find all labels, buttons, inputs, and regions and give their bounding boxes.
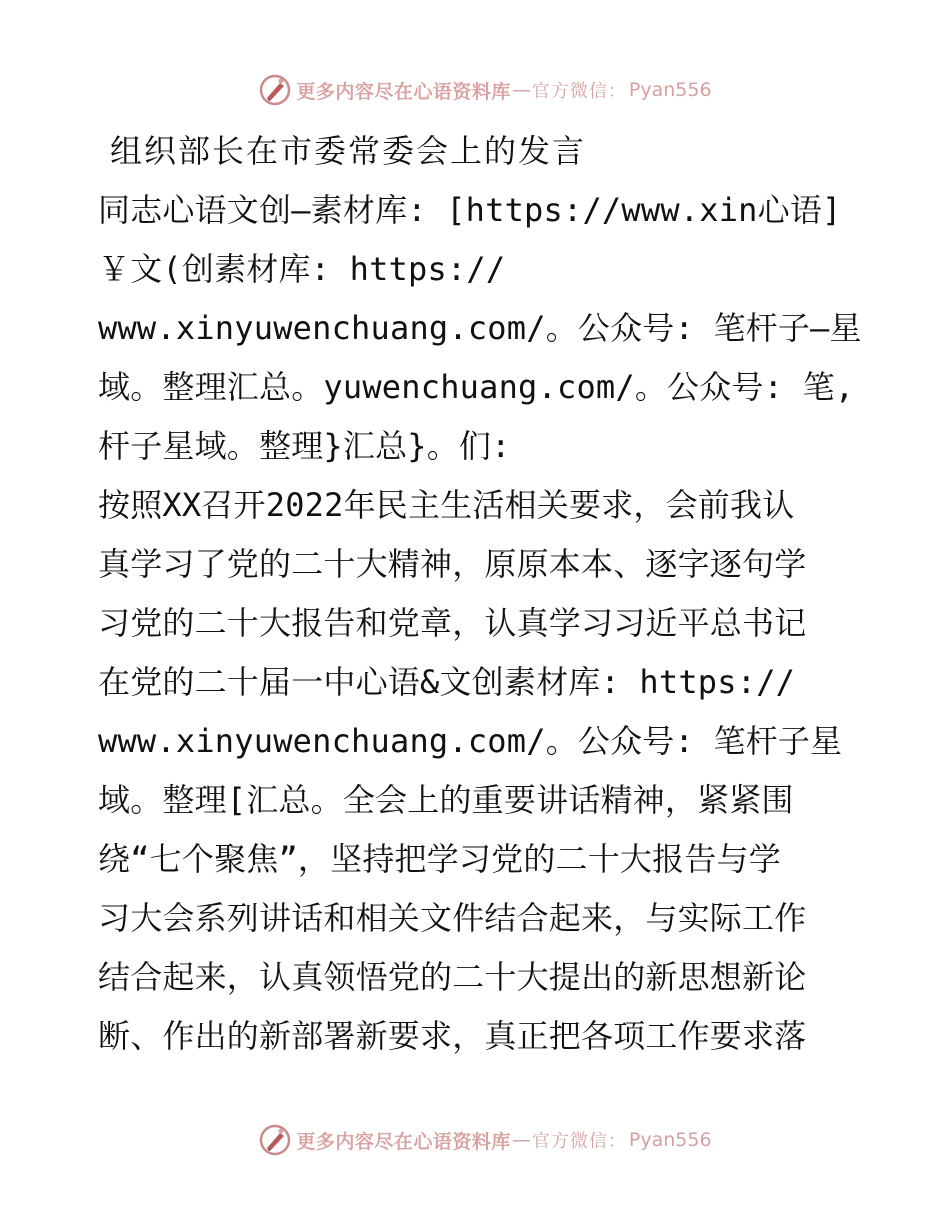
document-title: 组织部长在市委常委会上的发言 bbox=[110, 132, 587, 170]
watermark-separator: — bbox=[511, 79, 531, 101]
watermark-separator: — bbox=[511, 1129, 531, 1151]
paragraph-line: 同志心语文创—素材库: [https://www.xin心语] bbox=[98, 191, 842, 229]
paragraph-line: 杆子星域。整理}汇总}。们: bbox=[98, 427, 511, 465]
watermark-wechat-id: Pyan556 bbox=[628, 79, 712, 101]
footer-watermark-banner bbox=[0, 1120, 950, 1160]
header-watermark-banner bbox=[0, 70, 950, 110]
watermark-group bbox=[258, 73, 711, 107]
watermark-sub-text: 官方微信： bbox=[531, 81, 627, 102]
pen-logo-icon bbox=[258, 73, 292, 107]
paragraph-line: 习党的二十大报告和党章，认真学习习近平总书记 bbox=[98, 604, 807, 642]
paragraph-line: www.xinyuwenchuang.com/。公众号: 笔杆子星 bbox=[98, 722, 843, 760]
paragraph-line: 结合起来，认真领悟党的二十大提出的新思想新论 bbox=[98, 958, 807, 996]
paragraph-line: 按照XX召开2022年民主生活相关要求，会前我认 bbox=[98, 486, 795, 524]
paragraph-line: 域。整理汇总。yuwenchuang.com/。公众号: 笔, bbox=[98, 368, 855, 406]
watermark-main-text: 更多内容尽在心语资料库 bbox=[296, 80, 511, 103]
paragraph-line: 习大会系列讲话和相关文件结合起来，与实际工作 bbox=[98, 899, 807, 937]
document-body bbox=[98, 122, 868, 1066]
watermark-group bbox=[258, 1123, 711, 1157]
paragraph-line: www.xinyuwenchuang.com/。公众号: 笔杆子—星 bbox=[98, 309, 862, 347]
watermark-sub-text: 官方微信： bbox=[531, 1131, 627, 1152]
pen-logo-icon bbox=[258, 1123, 292, 1157]
paragraph-line: 域。整理[汇总。全会上的重要讲话精神，紧紧围 bbox=[98, 781, 794, 819]
watermark-main-text: 更多内容尽在心语资料库 bbox=[296, 1130, 511, 1153]
paragraph-line: 绕“七个聚焦”，坚持把学习党的二十大报告与学 bbox=[98, 840, 781, 878]
watermark-wechat-id: Pyan556 bbox=[628, 1129, 712, 1151]
paragraph-line: 在党的二十届一中心语&文创素材库: https:// bbox=[98, 663, 796, 701]
paragraph-line: 真学习了党的二十大精神，原原本本、逐字逐句学 bbox=[98, 545, 807, 583]
paragraph-line: 断、作出的新部署新要求，真正把各项工作要求落 bbox=[98, 1017, 807, 1055]
paragraph-line: ￥文(创素材库: https:// bbox=[98, 250, 506, 288]
